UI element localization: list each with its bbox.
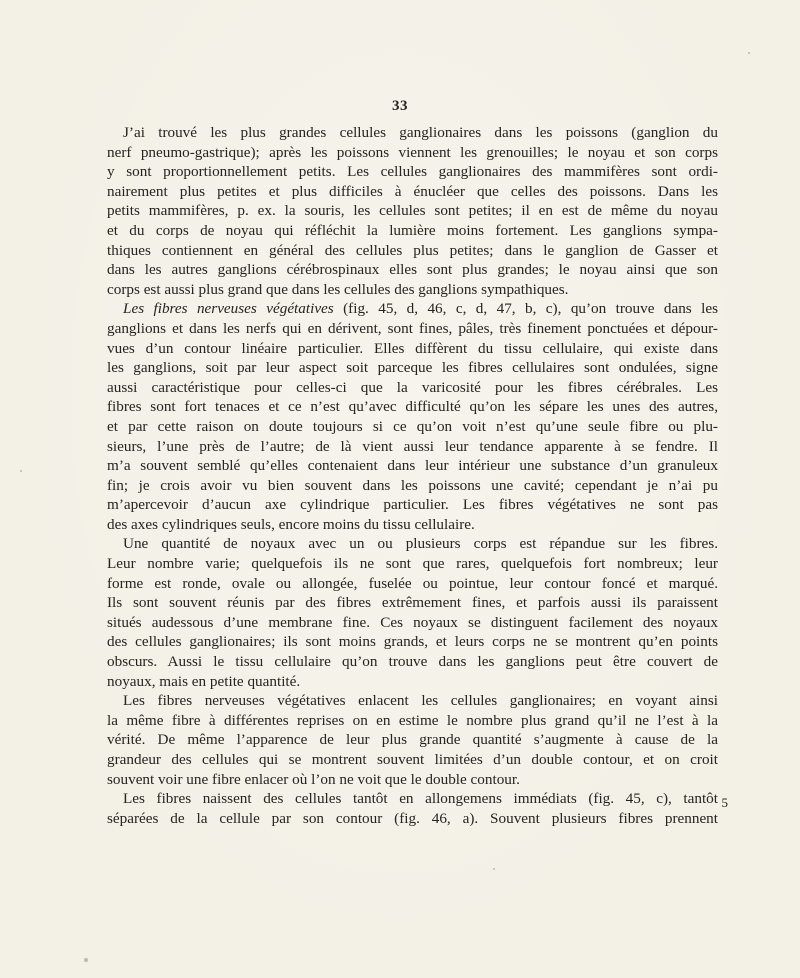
text-line: situés audessous d’une membrane fine. Ces noyaux se distinguent facilement des noyaux [107,613,718,631]
paper-speck [493,868,495,870]
text-line: sieurs, l’une près de l’autre; de là vient aussi leur tendance apparente à se fendre. Il [107,437,718,455]
text-line: nerf pneumo-gastrique); après les poissons viennent les grenouilles; le noyau et son corps [107,143,718,161]
text-line: y sont proportionnellement petits. Les cellules ganglionaires des mammifères sont ordi- [107,163,718,181]
text-line: m’apercevoir d’aucun axe cylindrique particulier. Les fibres végétatives ne sont pas [107,496,718,514]
text-line: souvent voir une fibre enlacer où l’on ne voit que le double contour. [107,770,520,788]
signature-mark: 5 [721,795,728,810]
text-line: J’ai trouvé les plus grandes cellules ganglionaires dans les poissons (ganglion du [123,124,718,141]
text-line: corps est aussi plus grand que dans les cellules des ganglions sympathiques. [107,280,569,298]
text-line: ganglions et dans les nerfs qui en dérivent, sont fines, pâles, très finement ponctuées et dépour- [107,319,718,337]
body-text [107,123,718,828]
text-line: séparées de la cellule par son contour (fig. 46, a). Souvent plusieurs fibres prennent [107,809,718,827]
page-number: 33 [392,98,408,114]
text-line: dans les autres ganglions cérébrospinaux elles sont plus grandes; le noyau ainsi que son [107,261,718,279]
paragraph-2 [107,299,718,534]
text-line: Leur nombre varie; quelquefois ils ne sont que rares, quelquefois fort nombreux; leur [107,555,718,573]
text-line: des axes cylindriques seuls, encore moins du tissu cellulaire. [107,515,475,533]
text-line: la même fibre à différentes reprises on en estime le nombre plus grand qu’il ne l’est à la [107,711,718,729]
text-line: Les fibres naissent des cellules tantôt en allongemens immédiats (fig. 45, c), tantôt [123,790,718,808]
text-line: forme est ronde, ovale ou allongée, fuselée ou pointue, leur contour foncé et marqué. [107,574,718,592]
text-line: les ganglions, soit par leur aspect soit parceque les fibres cellulaires sont ondulées, signe [107,359,718,377]
paper-speck [748,52,750,54]
text-line: nairement plus petites et plus difficiles à énucléer que celles des poissons. Dans les [107,182,718,200]
paragraph-3 [107,534,718,691]
text-line: fibres sont fort tenaces et ce n’est qu’avec difficulté qu’on les sépare les unes des autres, [107,398,718,416]
paragraph-1 [107,123,718,299]
text-line: vérité. De même l’apparence de leur plus grande quantité s’augmente à cause de la [107,731,718,749]
text-line: fin; je crois avoir vu bien souvent dans les poissons une cavité; cependant je n’ai pu [107,476,718,494]
paper-speck [84,958,88,962]
text-line: des cellules ganglionaires; ils sont moins grands, et leurs corps ne se montrent qu’en points [107,633,718,651]
text-line [107,299,718,319]
text-line-rest: (fig. 45, d, 46, c, d, 47, b, c), qu’on trouve dans les [333,300,718,318]
text-line: noyaux, mais en petite quantité. [107,672,301,690]
text-line: obscurs. Aussi le tissu cellulaire qu’on trouve dans les ganglions peut être couvert de [107,653,718,671]
paragraph-4 [107,691,718,789]
text-line: et du corps de noyau qui réfléchit la lumière moins fortement. Les ganglions sympa- [107,221,718,239]
italic-lead: Les fibres nerveuses végétatives [123,300,334,318]
paper-speck [20,470,22,472]
text-line: Une quantité de noyaux avec un ou plusieurs corps est répandue sur les fibres. [123,535,718,553]
text-line: Les fibres nerveuses végétatives enlacent les cellules ganglionaires; en voyant ainsi [123,692,718,710]
text-line: Ils sont souvent réunis par des fibres extrêmement fines, et parfois aussi ils paraissent [107,594,718,612]
text-line: m’a souvent semblé qu’elles contenaient dans leur intérieur une substance d’un granuleux [107,457,718,475]
text-line: thiques contiennent en général des cellules plus petites; dans le ganglion de Gasser et [107,241,718,259]
text-line: et par cette raison on doute toujours si ce qu’on voit n’est qu’une seule fibre ou plu- [107,417,718,435]
text-line: aussi caractéristique pour celles-ci que la varicosité pour les fibres cérébrales. Les [107,378,718,396]
text-line: vues d’un contour linéaire particulier. Elles diffèrent du tissu cellulaire, qui existe dans [107,339,718,357]
text-line: grandeur des cellules qui se montrent souvent limitées d’un double contour, et on croit [107,751,718,768]
text-line: petits mammifères, p. ex. la souris, les cellules sont petites; il en est de même du noyau [107,202,718,220]
